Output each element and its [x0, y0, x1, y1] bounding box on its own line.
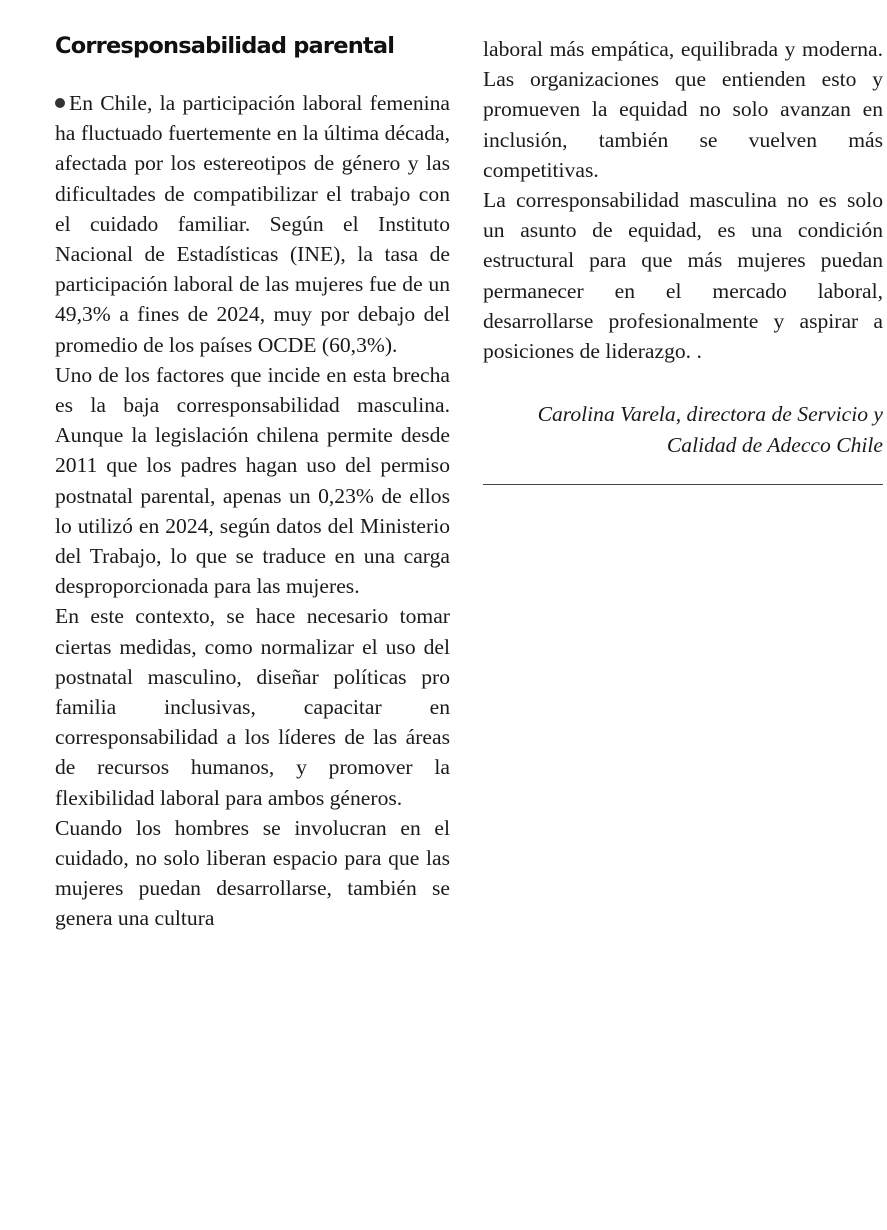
article-column-left — [55, 30, 450, 934]
article-paragraph-2: Uno de los factores que incide en esta brecha es la baja corresponsabilidad masculina. Aunque la legislación chilena permite desde 2011 que los padres hagan uso del permiso postnatal parental, apenas un 0,23% de ellos lo utilizó en 2024, según datos del Ministerio del Trabajo, lo que se traduce en una carga desproporcionada para las mujeres. — [55, 362, 450, 599]
article-paragraph-3: En este contexto, se hace necesario tomar ciertas medidas, como normalizar el uso del postnatal masculino, diseñar políticas pro familia inclusivas, capacitar en corresponsabilidad a los líderes de las áreas de recursos humanos, y promover la flexibilidad laboral para ambos géneros. — [55, 604, 450, 810]
article-paragraph-1 — [55, 88, 450, 360]
paragraph-1-text: En Chile, la participación laboral femenina ha fluctuado fuertemente en la última década, afectada por los estereotipos de género y las dificultades de compatibilizar el trabajo con el cuidado familiar. Según el Instituto Nacional de Estadísticas (INE), la tasa de participación laboral de las mujeres fue de un 49,3% a fines de 2024, muy por debajo del promedio de los países OCDE (60,3%). — [55, 91, 450, 357]
article-paragraph-5: La corresponsabilidad masculina no es solo un asunto de equidad, es una condición estructural para que más mujeres puedan permanecer en el mercado laboral, desarrollarse profesionalmente y aspirar a posiciones de liderazgo. . — [483, 188, 883, 364]
article-paragraph-4-end: laboral más empática, equilibrada y moderna. Las organizaciones que entienden esto y promueven la equidad no solo avanzan en inclusión, también se vuelven más competitivas. — [483, 37, 883, 182]
column-divider-rule — [483, 484, 883, 485]
article-column-right — [483, 34, 883, 485]
author-signature: Carolina Varela, directora de Servicio y Calidad de Adecco Chile — [537, 402, 883, 457]
article-headline: Corresponsabilidad parental — [55, 33, 395, 59]
bullet-icon — [55, 98, 65, 108]
article-paragraph-4-start: Cuando los hombres se involucran en el cuidado, no solo liberan espacio para que las mujeres puedan desarrollarse, también se genera una cultura — [55, 815, 450, 931]
